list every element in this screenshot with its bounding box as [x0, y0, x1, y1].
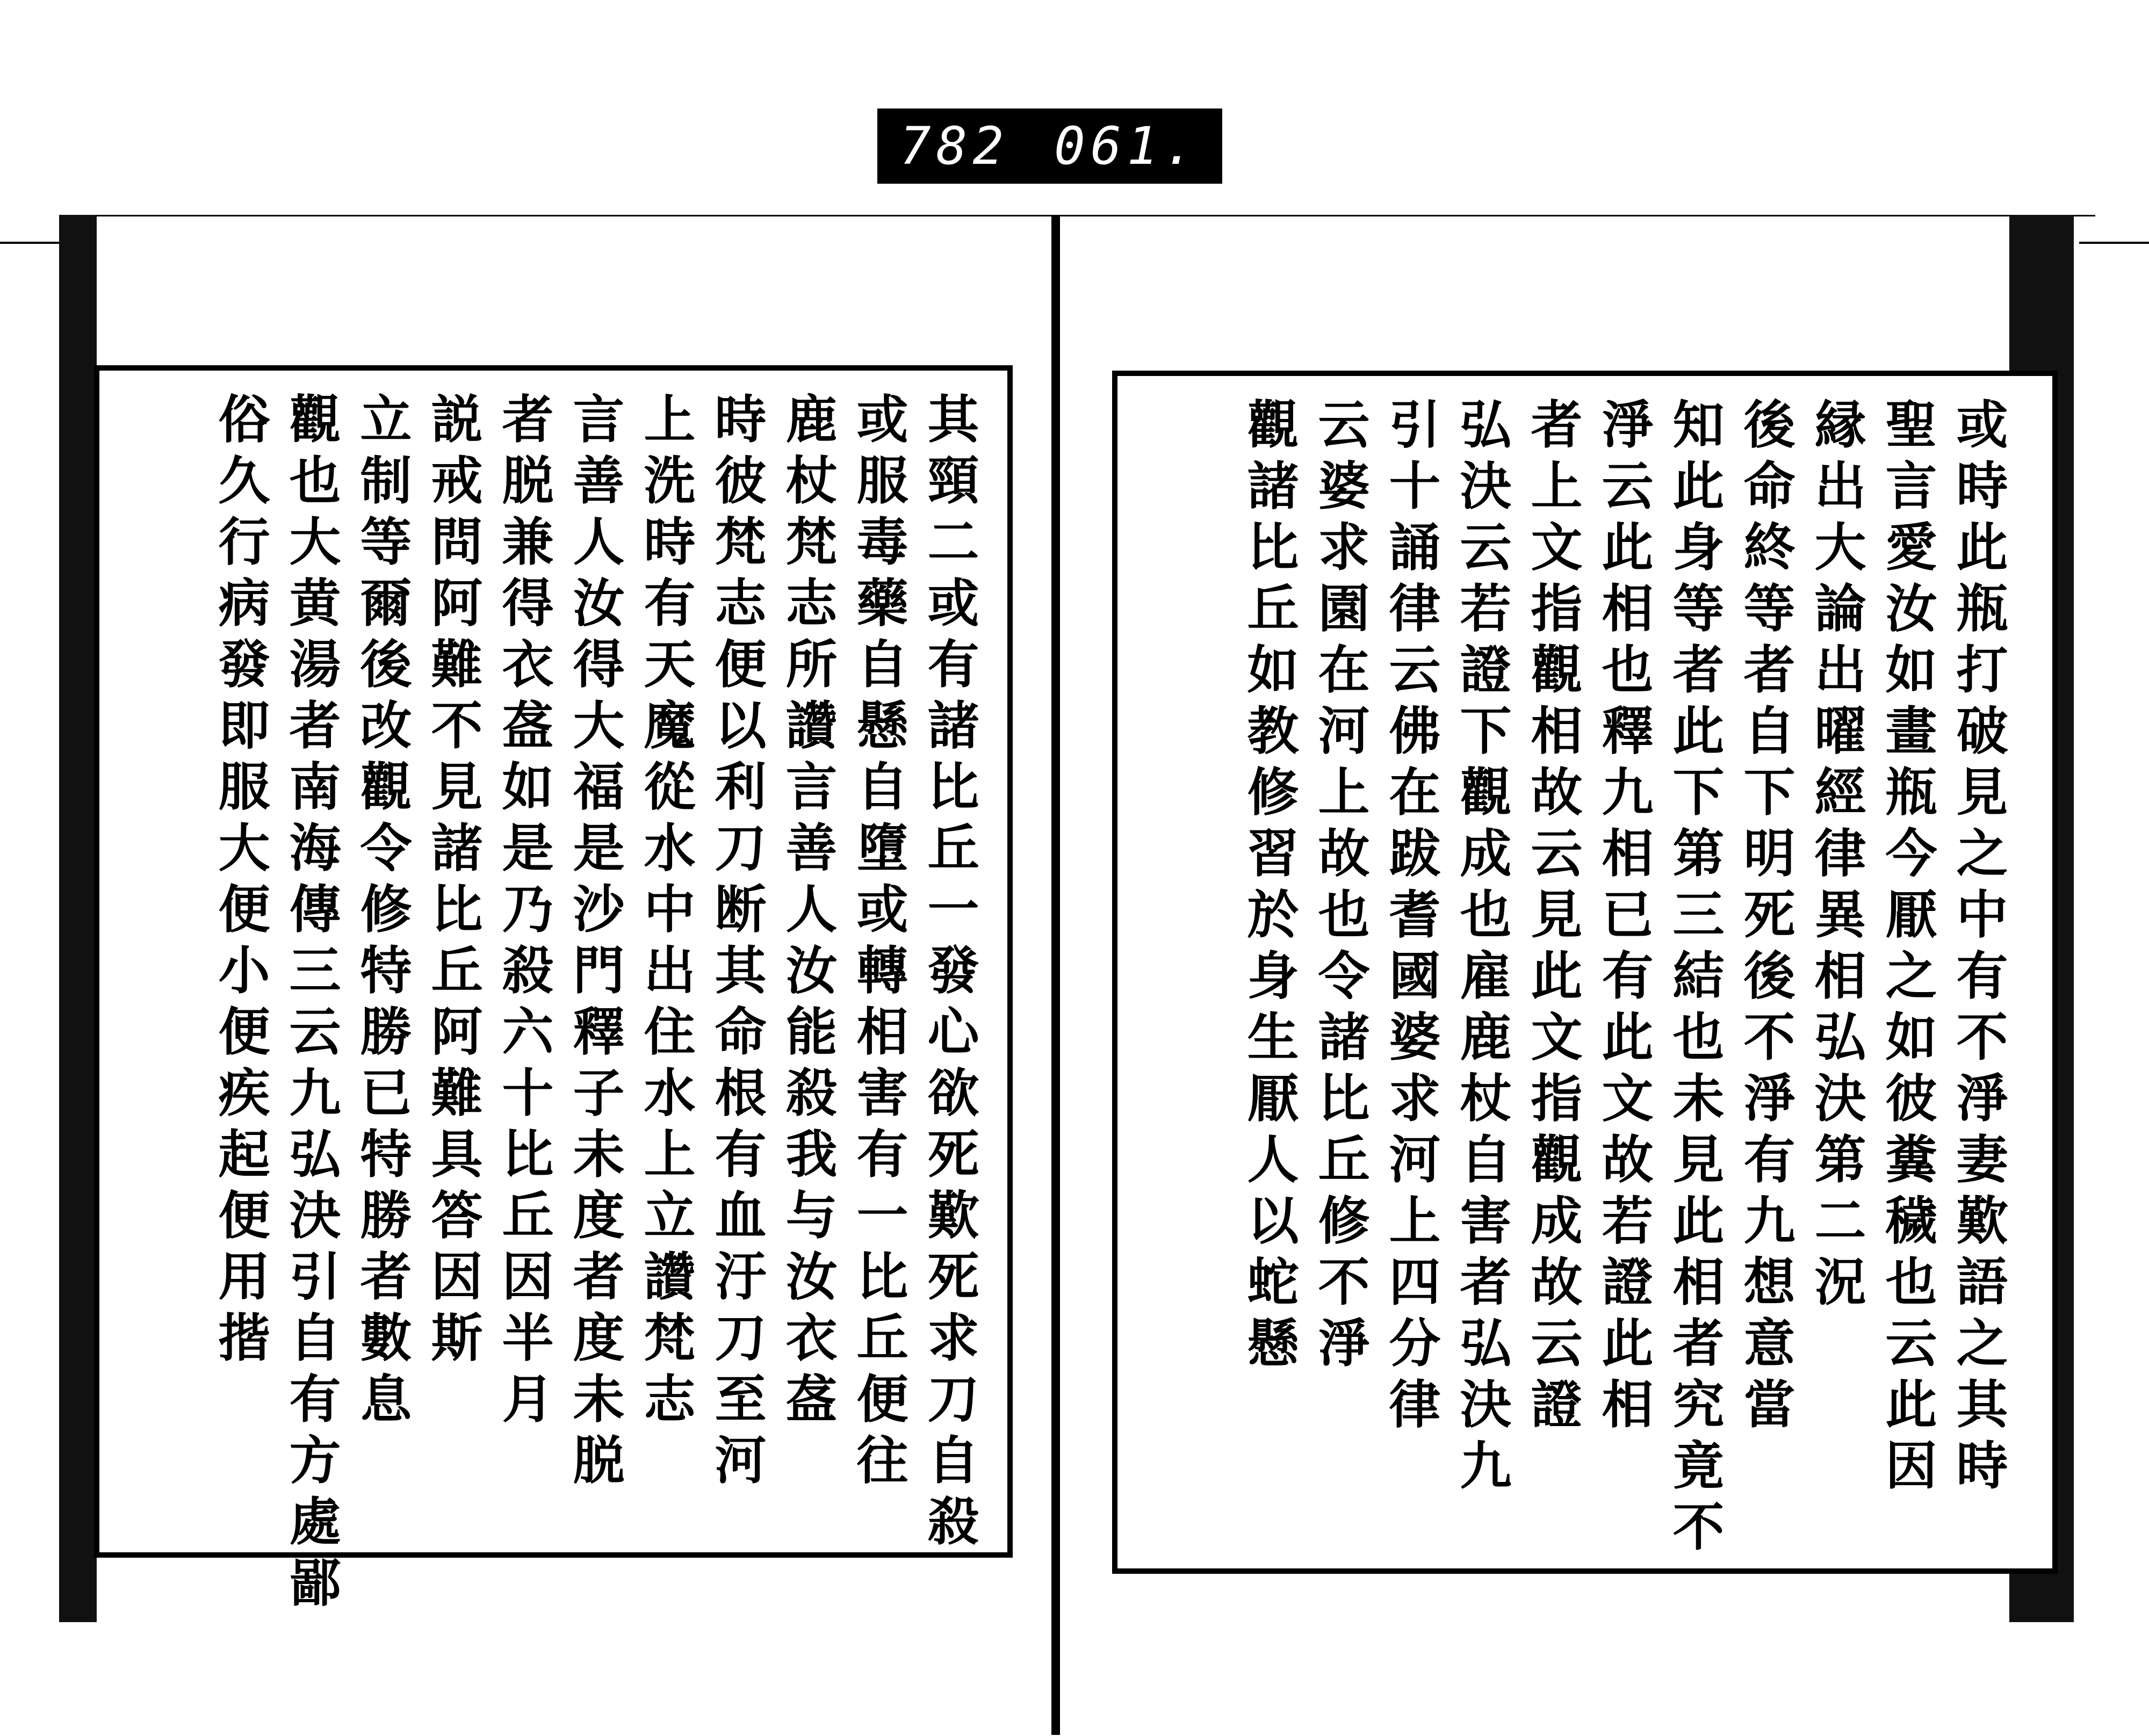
right-column-1: 或時此瓶打破見之中有不淨妻歎語之其時: [1948, 397, 2009, 1500]
archive-number-right: 061.: [1054, 116, 1200, 176]
right-column-10: 云婆求園在河上故也令諸比丘修不淨: [1310, 397, 1371, 1377]
right-column-5: 知此身等者此下第三結也未見此相者究竟不: [1664, 397, 1725, 1561]
right-column-8: 弘決云若證下觀成也雇鹿杖自害者弘決九: [1452, 397, 1512, 1500]
margin-rule-top: [70, 215, 2095, 216]
left-column-4: 時彼梵志便以利刀断其命根有血汙刀至河: [706, 392, 767, 1494]
left-column-9: 立制等爾後改觀令修特勝已特勝者數息: [352, 392, 413, 1433]
left-page-text: [137, 392, 980, 1617]
right-column-6: 淨云此相也釋九相已有此文故若證此相: [1593, 397, 1654, 1438]
right-column-4: 後命終等者自下明死後不淨有九想意當: [1735, 397, 1796, 1438]
left-column-7: 者脱兼得衣盋如是乃殺六十比丘因半月: [494, 392, 554, 1433]
left-page: [94, 365, 1013, 1617]
right-column-9: 引十誦律云佛在跋耆國婆求河上四分律: [1381, 397, 1441, 1438]
left-column-5: 上洗時有天魔從水中出住水上立讚梵志: [636, 392, 696, 1433]
right-column-11: 觀諸比丘如教修習於身生厭人以蛇懸: [1239, 397, 1300, 1377]
right-column-3: 縁出大論出曜經律異相弘決第二況: [1806, 397, 1867, 1316]
left-column-1: 其頸二或有諸比丘一發心欲死歎死求刀自殺: [919, 392, 980, 1556]
left-column-8: 説戒問阿難不見諸比丘阿難具答因斯: [423, 392, 484, 1372]
right-column-7: 者上文指觀相故云見此文指觀成故云證: [1523, 397, 1583, 1438]
right-page: [1112, 371, 2058, 1574]
left-column-11: 俗久行病發即服大便小便疾起便用揩: [210, 392, 271, 1372]
archive-number-left: 782: [899, 116, 1009, 176]
right-page-text: [1150, 397, 2009, 1561]
archive-number-label: [877, 108, 1222, 184]
book-spine: [1051, 215, 1060, 1735]
book-edge-left: [59, 215, 97, 1622]
margin-rule-right: [2079, 242, 2149, 244]
left-column-3: 鹿杖梵志所讚言善人汝能殺我与汝衣盋: [777, 392, 838, 1433]
left-column-6: 言善人汝得大福是沙門釋子未度者度未脱: [565, 392, 625, 1494]
left-column-10: 觀也大黄湯者南海傳三云九弘決引自有方處鄙: [281, 392, 342, 1617]
left-column-2: 或服毒藥自懸自墮或轉相害有一比丘便往: [848, 392, 909, 1494]
right-column-2: 聖言愛汝如畫瓶今厭之如彼糞穢也云此因: [1877, 397, 1938, 1500]
